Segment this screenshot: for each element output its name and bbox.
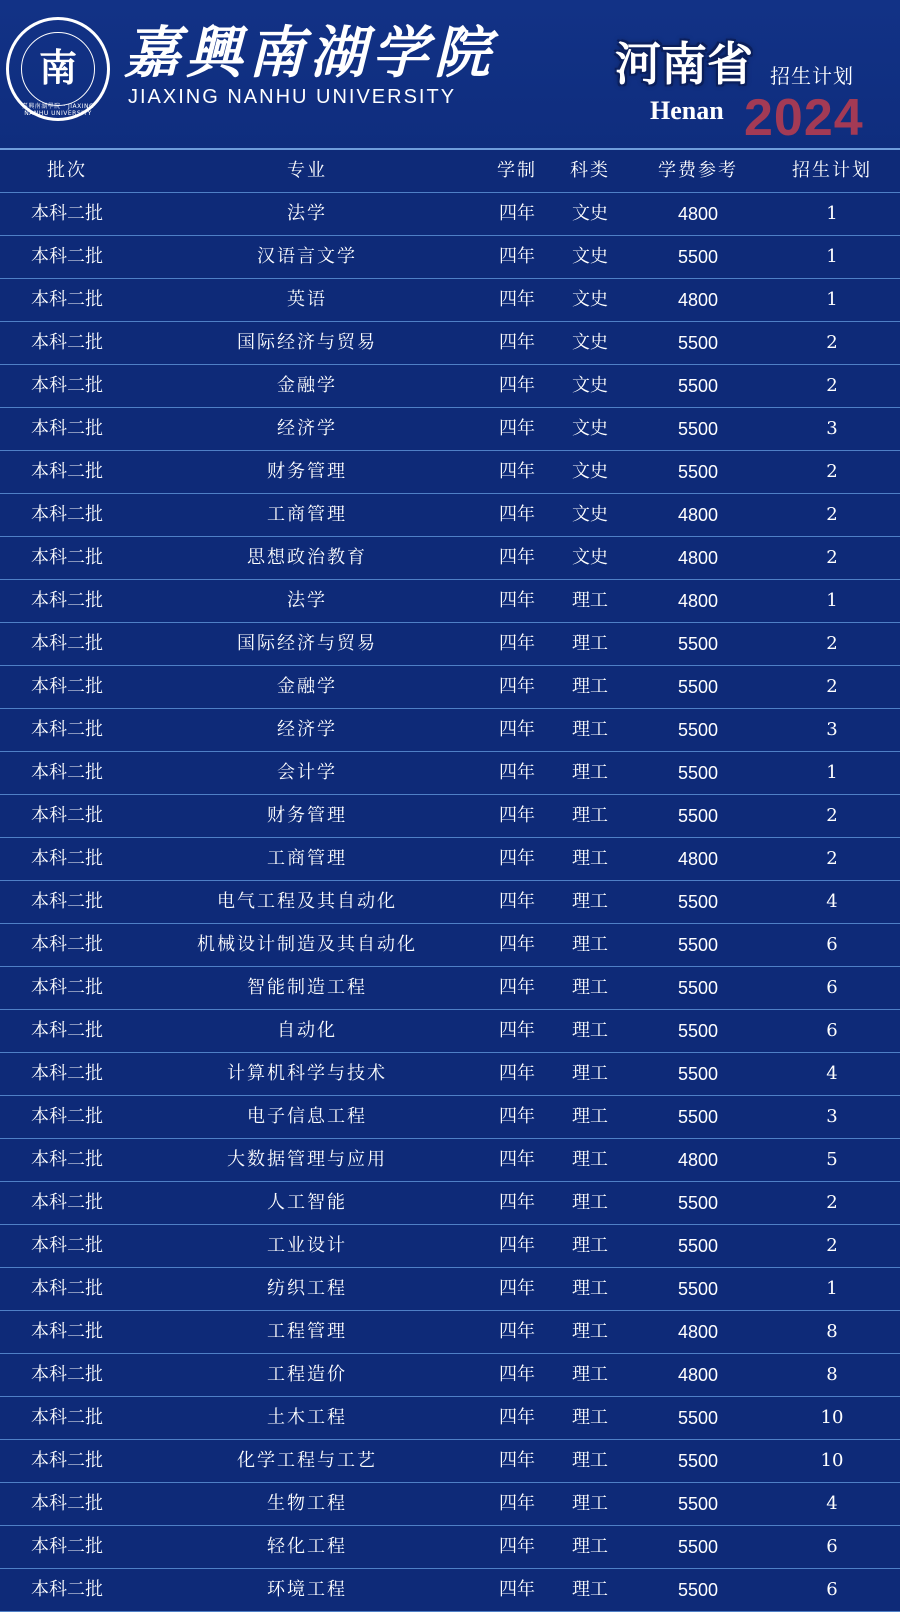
quota-cell: 6 (826, 977, 838, 998)
university-name-en: JIAXING NANHU UNIVERSITY (128, 86, 457, 108)
major-cell: 电子信息工程 (247, 1106, 367, 1127)
duration-cell: 四年 (499, 1493, 535, 1514)
major-cell: 会计学 (277, 762, 337, 783)
duration-cell: 四年 (499, 1192, 535, 1213)
duration-cell: 四年 (499, 332, 535, 353)
table-row (0, 1010, 900, 1053)
duration-cell: 四年 (499, 1020, 535, 1041)
batch-cell: 本科二批 (31, 1278, 103, 1299)
category-cell: 理工 (572, 977, 608, 998)
duration-cell: 四年 (499, 1536, 535, 1557)
duration-cell: 四年 (499, 461, 535, 482)
table-row (0, 967, 900, 1010)
category-cell: 文史 (572, 289, 608, 310)
tuition-cell: 5500 (677, 376, 719, 396)
quota-cell: 2 (826, 1235, 838, 1256)
duration-cell: 四年 (499, 848, 535, 869)
duration-cell: 四年 (499, 1106, 535, 1127)
tuition-cell: 4800 (677, 1322, 719, 1342)
table-row (0, 279, 900, 322)
quota-cell: 2 (826, 805, 838, 826)
batch-cell: 本科二批 (31, 332, 103, 353)
quota-cell: 6 (826, 1020, 838, 1041)
table-row (0, 365, 900, 408)
table-row (0, 1268, 900, 1311)
major-cell: 国际经济与贸易 (237, 332, 377, 353)
major-cell: 经济学 (277, 418, 337, 439)
tuition-cell: 5500 (677, 1279, 719, 1299)
category-cell: 理工 (572, 1235, 608, 1256)
category-cell: 理工 (572, 1106, 608, 1127)
major-cell: 工商管理 (267, 848, 347, 869)
tuition-cell: 5500 (677, 1236, 719, 1256)
batch-cell: 本科二批 (31, 246, 103, 267)
table-row (0, 666, 900, 709)
table-row (0, 1182, 900, 1225)
duration-cell: 四年 (499, 633, 535, 654)
table-row (0, 494, 900, 537)
major-cell: 智能制造工程 (247, 977, 367, 998)
major-cell: 计算机科学与技术 (227, 1063, 387, 1084)
category-cell: 理工 (572, 891, 608, 912)
tuition-cell: 4800 (677, 1365, 719, 1385)
category-cell: 文史 (572, 461, 608, 482)
major-cell: 财务管理 (267, 805, 347, 826)
category-cell: 理工 (572, 848, 608, 869)
duration-cell: 四年 (499, 762, 535, 783)
tuition-cell: 5500 (677, 1580, 719, 1600)
duration-cell: 四年 (499, 547, 535, 568)
province-title: 河南省 (615, 37, 753, 91)
category-cell: 理工 (572, 1020, 608, 1041)
category-cell: 理工 (572, 1364, 608, 1385)
duration-cell: 四年 (499, 719, 535, 740)
duration-cell: 四年 (499, 203, 535, 224)
tuition-cell: 5500 (677, 462, 719, 482)
batch-cell: 本科二批 (31, 762, 103, 783)
tuition-cell: 5500 (677, 1064, 719, 1084)
table-row (0, 709, 900, 752)
category-cell: 文史 (572, 203, 608, 224)
major-cell: 自动化 (277, 1020, 337, 1041)
quota-cell: 2 (826, 1192, 838, 1213)
major-cell: 财务管理 (267, 461, 347, 482)
column-header-category: 科类 (570, 160, 610, 181)
major-cell: 化学工程与工艺 (237, 1450, 377, 1471)
duration-cell: 四年 (499, 934, 535, 955)
batch-cell: 本科二批 (31, 891, 103, 912)
batch-cell: 本科二批 (31, 1321, 103, 1342)
duration-cell: 四年 (499, 1364, 535, 1385)
batch-cell: 本科二批 (31, 1192, 103, 1213)
tuition-cell: 5500 (677, 1451, 719, 1471)
table-row (0, 752, 900, 795)
major-cell: 电气工程及其自动化 (217, 891, 397, 912)
table-row (0, 1354, 900, 1397)
table-row (0, 1096, 900, 1139)
category-cell: 理工 (572, 934, 608, 955)
quota-cell: 8 (826, 1364, 838, 1385)
duration-cell: 四年 (499, 504, 535, 525)
quota-cell: 1 (826, 762, 838, 783)
major-cell: 国际经济与贸易 (237, 633, 377, 654)
quota-cell: 10 (820, 1450, 844, 1471)
enrollment-table (0, 148, 900, 1612)
category-cell: 理工 (572, 1063, 608, 1084)
quota-cell: 4 (826, 1063, 838, 1084)
duration-cell: 四年 (499, 375, 535, 396)
table-row (0, 408, 900, 451)
batch-cell: 本科二批 (31, 633, 103, 654)
tuition-cell: 5500 (677, 1494, 719, 1514)
seal-glyph: 南 (38, 46, 77, 90)
category-cell: 理工 (572, 1579, 608, 1600)
batch-cell: 本科二批 (31, 590, 103, 611)
duration-cell: 四年 (499, 590, 535, 611)
major-cell: 工程管理 (267, 1321, 347, 1342)
category-cell: 理工 (572, 1407, 608, 1428)
table-row (0, 1225, 900, 1268)
major-cell: 工商管理 (267, 504, 347, 525)
category-cell: 理工 (572, 676, 608, 697)
quota-cell: 3 (826, 719, 838, 740)
tuition-cell: 4800 (677, 1150, 719, 1170)
duration-cell: 四年 (499, 891, 535, 912)
tuition-cell: 5500 (677, 333, 719, 353)
table-row (0, 795, 900, 838)
batch-cell: 本科二批 (31, 418, 103, 439)
batch-cell: 本科二批 (31, 805, 103, 826)
duration-cell: 四年 (499, 1149, 535, 1170)
table-row (0, 1569, 900, 1612)
duration-cell: 四年 (499, 805, 535, 826)
tuition-cell: 4800 (677, 849, 719, 869)
major-cell: 工业设计 (267, 1235, 347, 1256)
category-cell: 文史 (572, 504, 608, 525)
batch-cell: 本科二批 (31, 676, 103, 697)
quota-cell: 2 (826, 461, 838, 482)
province-en: Henan (650, 96, 724, 125)
batch-cell: 本科二批 (31, 848, 103, 869)
batch-cell: 本科二批 (31, 1493, 103, 1514)
table-row (0, 1053, 900, 1096)
quota-cell: 2 (826, 547, 838, 568)
major-cell: 金融学 (277, 676, 337, 697)
category-cell: 理工 (572, 1450, 608, 1471)
plan-year: 2024 (744, 89, 864, 147)
tuition-cell: 5500 (677, 935, 719, 955)
tuition-cell: 5500 (677, 720, 719, 740)
batch-cell: 本科二批 (31, 934, 103, 955)
category-cell: 理工 (572, 805, 608, 826)
category-cell: 文史 (572, 375, 608, 396)
tuition-cell: 5500 (677, 247, 719, 267)
batch-cell: 本科二批 (31, 1106, 103, 1127)
batch-cell: 本科二批 (31, 1020, 103, 1041)
quota-cell: 8 (826, 1321, 838, 1342)
tuition-cell: 5500 (677, 419, 719, 439)
major-cell: 人工智能 (267, 1192, 347, 1213)
quota-cell: 1 (826, 203, 838, 224)
tuition-cell: 4800 (677, 591, 719, 611)
quota-cell: 3 (826, 418, 838, 439)
major-cell: 土木工程 (267, 1407, 347, 1428)
tuition-cell: 5500 (677, 1537, 719, 1557)
tuition-cell: 4800 (677, 548, 719, 568)
duration-cell: 四年 (499, 418, 535, 439)
major-cell: 法学 (287, 203, 327, 224)
table-row (0, 1311, 900, 1354)
quota-cell: 6 (826, 1579, 838, 1600)
batch-cell: 本科二批 (31, 375, 103, 396)
table-row (0, 623, 900, 666)
major-cell: 纺织工程 (267, 1278, 347, 1299)
page-header (0, 0, 900, 148)
quota-cell: 4 (826, 891, 838, 912)
table-header-row (0, 150, 900, 193)
tuition-cell: 5500 (677, 892, 719, 912)
tuition-cell: 5500 (677, 677, 719, 697)
batch-cell: 本科二批 (31, 1536, 103, 1557)
column-header-tuition: 学费参考 (658, 160, 738, 181)
quota-cell: 2 (826, 332, 838, 353)
category-cell: 理工 (572, 1149, 608, 1170)
batch-cell: 本科二批 (31, 1407, 103, 1428)
table-row (0, 537, 900, 580)
category-cell: 理工 (572, 1278, 608, 1299)
duration-cell: 四年 (499, 1579, 535, 1600)
tuition-cell: 5500 (677, 978, 719, 998)
duration-cell: 四年 (499, 289, 535, 310)
duration-cell: 四年 (499, 977, 535, 998)
quota-cell: 2 (826, 848, 838, 869)
category-cell: 文史 (572, 418, 608, 439)
seal-ring-text: 嘉興南湖學院 · JIAXING NANHU UNIVERSITY (21, 103, 95, 117)
quota-cell: 1 (826, 289, 838, 310)
table-row (0, 236, 900, 279)
duration-cell: 四年 (499, 1407, 535, 1428)
category-cell: 理工 (572, 1493, 608, 1514)
plan-label: 招生计划 (770, 64, 854, 88)
tuition-cell: 5500 (677, 1193, 719, 1213)
batch-cell: 本科二批 (31, 719, 103, 740)
tuition-cell: 5500 (677, 763, 719, 783)
batch-cell: 本科二批 (31, 1450, 103, 1471)
category-cell: 理工 (572, 1192, 608, 1213)
table-row (0, 193, 900, 236)
duration-cell: 四年 (499, 1235, 535, 1256)
quota-cell: 5 (826, 1149, 838, 1170)
quota-cell: 10 (820, 1407, 844, 1428)
batch-cell: 本科二批 (31, 1063, 103, 1084)
category-cell: 理工 (572, 1536, 608, 1557)
batch-cell: 本科二批 (31, 461, 103, 482)
major-cell: 轻化工程 (267, 1536, 347, 1557)
table-row (0, 1440, 900, 1483)
major-cell: 经济学 (277, 719, 337, 740)
category-cell: 文史 (572, 547, 608, 568)
quota-cell: 6 (826, 934, 838, 955)
tuition-cell: 4800 (677, 204, 719, 224)
tuition-cell: 4800 (677, 290, 719, 310)
column-header-quota: 招生计划 (792, 160, 872, 181)
table-row (0, 924, 900, 967)
table-row (0, 451, 900, 494)
tuition-cell: 5500 (677, 806, 719, 826)
category-cell: 理工 (572, 719, 608, 740)
tuition-cell: 5500 (677, 634, 719, 654)
duration-cell: 四年 (499, 676, 535, 697)
quota-cell: 3 (826, 1106, 838, 1127)
quota-cell: 1 (826, 1278, 838, 1299)
tuition-cell: 5500 (677, 1107, 719, 1127)
table-row (0, 838, 900, 881)
table-row (0, 881, 900, 924)
table-row (0, 322, 900, 365)
university-seal (6, 17, 110, 121)
table-row (0, 1139, 900, 1182)
column-header-batch: 批次 (47, 160, 87, 181)
batch-cell: 本科二批 (31, 203, 103, 224)
major-cell: 环境工程 (267, 1579, 347, 1600)
quota-cell: 1 (826, 246, 838, 267)
batch-cell: 本科二批 (31, 1235, 103, 1256)
university-name-cn: 嘉興南湖学院 (124, 20, 496, 86)
quota-cell: 1 (826, 590, 838, 611)
major-cell: 生物工程 (267, 1493, 347, 1514)
table-row (0, 580, 900, 623)
major-cell: 大数据管理与应用 (227, 1149, 387, 1170)
duration-cell: 四年 (499, 1278, 535, 1299)
batch-cell: 本科二批 (31, 977, 103, 998)
quota-cell: 2 (826, 676, 838, 697)
table-row (0, 1526, 900, 1569)
category-cell: 理工 (572, 762, 608, 783)
batch-cell: 本科二批 (31, 1579, 103, 1600)
column-header-duration: 学制 (497, 160, 537, 181)
quota-cell: 2 (826, 504, 838, 525)
major-cell: 机械设计制造及其自动化 (197, 934, 417, 955)
quota-cell: 2 (826, 375, 838, 396)
tuition-cell: 5500 (677, 1021, 719, 1041)
quota-cell: 6 (826, 1536, 838, 1557)
category-cell: 文史 (572, 246, 608, 267)
major-cell: 法学 (287, 590, 327, 611)
seal-inner-ring (21, 32, 95, 106)
batch-cell: 本科二批 (31, 1364, 103, 1385)
table-row (0, 1397, 900, 1440)
quota-cell: 2 (826, 633, 838, 654)
tuition-cell: 4800 (677, 505, 719, 525)
major-cell: 思想政治教育 (247, 547, 367, 568)
category-cell: 文史 (572, 332, 608, 353)
duration-cell: 四年 (499, 1063, 535, 1084)
category-cell: 理工 (572, 1321, 608, 1342)
major-cell: 汉语言文学 (257, 246, 357, 267)
batch-cell: 本科二批 (31, 289, 103, 310)
tuition-cell: 5500 (677, 1408, 719, 1428)
table-row (0, 1483, 900, 1526)
duration-cell: 四年 (499, 1321, 535, 1342)
batch-cell: 本科二批 (31, 504, 103, 525)
duration-cell: 四年 (499, 246, 535, 267)
category-cell: 理工 (572, 590, 608, 611)
major-cell: 英语 (287, 289, 327, 310)
column-header-major: 专业 (287, 160, 327, 181)
category-cell: 理工 (572, 633, 608, 654)
quota-cell: 4 (826, 1493, 838, 1514)
batch-cell: 本科二批 (31, 547, 103, 568)
major-cell: 工程造价 (267, 1364, 347, 1385)
duration-cell: 四年 (499, 1450, 535, 1471)
batch-cell: 本科二批 (31, 1149, 103, 1170)
major-cell: 金融学 (277, 375, 337, 396)
